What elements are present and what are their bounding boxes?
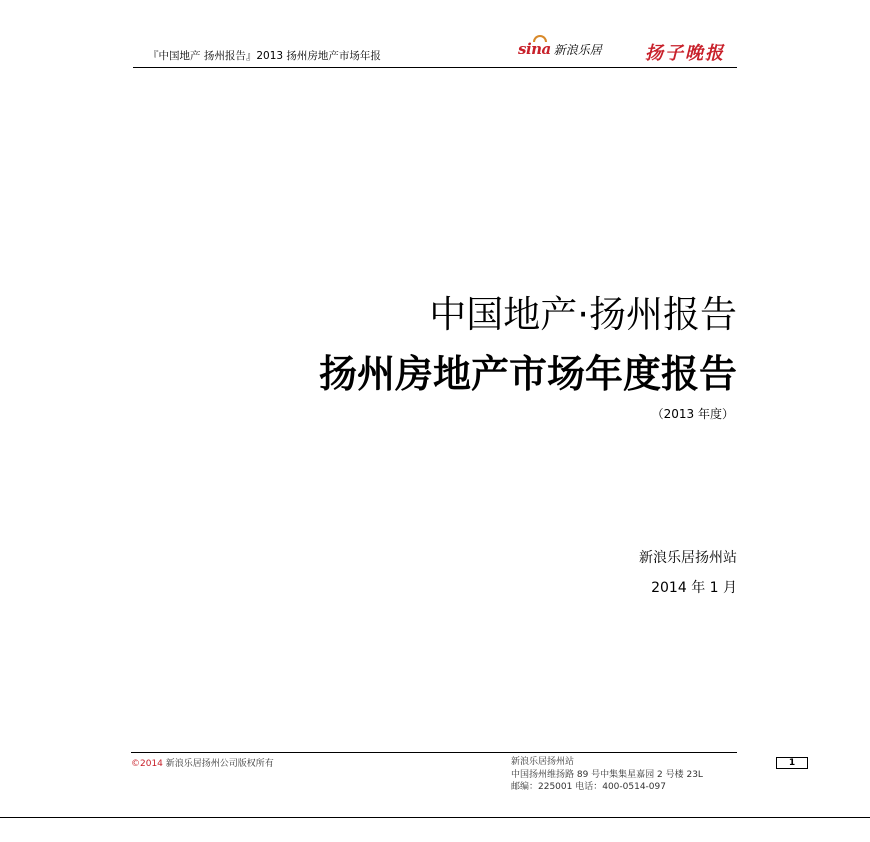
copyright-text: 新浪乐居扬州公司版权所有: [165, 759, 274, 769]
page-bottom-edge: [0, 817, 870, 818]
copyright-notice: [131, 756, 274, 769]
footer-divider: [131, 752, 737, 753]
copyright-mark: ©2014: [131, 759, 163, 769]
report-main-title: 扬州房地产市场年度报告: [318, 352, 737, 396]
report-series-title: 中国地产·扬州报告: [429, 293, 737, 336]
footer-address: 中国扬州维扬路 89 号中集集星嘉园 2 号楼 23L: [511, 769, 703, 780]
yangtse-evening-post-logo: 扬子晚报: [645, 43, 725, 64]
sina-leju-name: 新浪乐居: [553, 43, 602, 57]
header-divider: [133, 67, 737, 68]
page-number: 1: [776, 757, 808, 769]
sina-leju-logo: [518, 40, 602, 58]
report-year-label: （2013 年度）: [651, 407, 734, 421]
header-title: 『中国地产 扬州报告』2013 扬州房地产市场年报: [148, 50, 381, 62]
footer-contact-info: [511, 756, 703, 794]
footer-office-name: 新浪乐居扬州站: [511, 757, 575, 767]
footer-postcode-phone: 邮编：225001 电话：400-0514-097: [511, 782, 666, 792]
sina-eye-icon: [533, 35, 547, 42]
sina-logo-mark: sina: [518, 40, 551, 58]
publisher-name: 新浪乐居扬州站: [639, 550, 737, 566]
publish-date: 2014 年 1 月: [651, 580, 737, 596]
